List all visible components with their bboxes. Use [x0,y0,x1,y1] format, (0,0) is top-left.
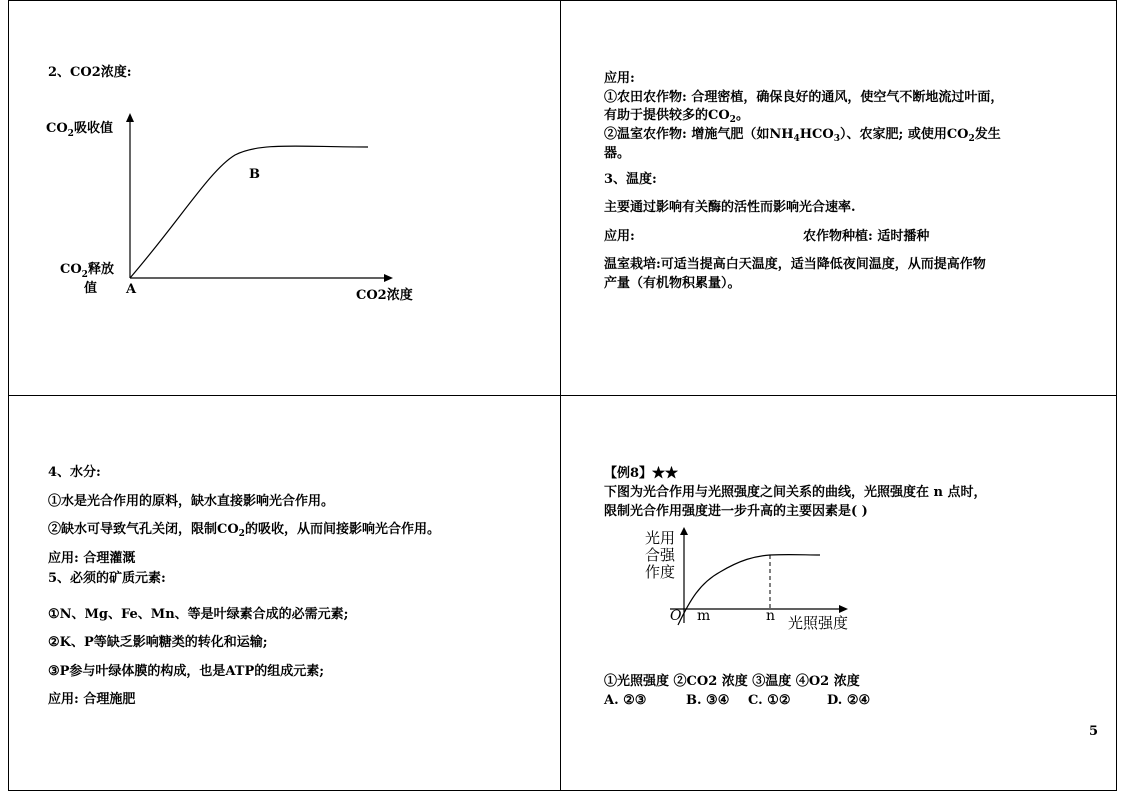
co2-point-b: B [249,167,260,182]
mineral-heading: 5、必须的矿质元素: [48,571,166,586]
light-n-label: n [766,608,776,624]
farm-crops-text-cont: 有助于提供较多的$CO_2$。 [604,108,749,125]
co2-curve [130,146,368,278]
water-apply: 应用: 合理灌溉 [48,551,136,566]
temperature-apply-label: 应用: [604,229,635,244]
co2-ylabel: $CO_2$吸收值 [46,121,113,139]
mineral-apply: 应用: 合理施肥 [48,692,136,707]
light-y-arrow [680,527,688,535]
mineral-point-1: ①N、Mg、Fe、Mn、等是叶绿素合成的必需元素; [48,607,349,622]
greenhouse-crops-text: ②温室农作物: 增施气肥（如$NH_4HCO_3$）、农家肥; 或使用$CO_2$发生 [604,127,1001,144]
options-line: ①光照强度 ②CO2 浓度 ③温度 ④O2 浓度 [604,674,860,689]
co2-point-a: A [126,282,137,297]
light-ylabel-2: 合强 [645,546,676,564]
light-ylabel-1: 光用 [645,529,676,547]
co2-x-arrow [384,274,393,282]
co2-y-arrow [126,113,134,122]
page-number: 5 [1089,724,1099,739]
question-line-2: 限制光合作用强度进一步升高的主要因素是( ) [604,504,868,519]
co2-graph [40,110,440,310]
apply-label: 应用: [604,71,635,86]
example-label: 【例8】★★ [604,466,679,481]
co2-release-label-line2: 值 [84,281,98,296]
light-ylabel-3: 作度 [645,563,676,581]
temperature-text: 主要通过影响有关酶的活性而影响光合速率. [604,200,856,215]
question-line-1: 下图为光合作用与光照强度之间关系的曲线，光照强度在 n 点时， [604,485,987,500]
light-origin: O [670,608,682,624]
choice-a: A. ②③ [604,693,647,708]
greenhouse-crops-text-cont: 器。 [604,146,631,161]
farm-crops-text: ①农田农作物: 合理密植，确保良好的通风，使空气不断地流过叶面， [604,90,1004,105]
light-graph [640,525,870,640]
greenhouse-cultivation-text-cont: 产量（有机物积累量）。 [604,276,741,291]
choice-b: B. ③④ [686,693,730,708]
light-x-arrow [839,605,848,613]
co2-heading: 2、CO2浓度: [48,65,132,80]
mineral-point-2: ②K、P等缺乏影响糖类的转化和运输; [48,635,268,650]
light-xlabel: 光照强度 [788,614,849,632]
crop-planting-text: 农作物种植: 适时播种 [803,229,930,244]
water-point-2: ②缺水可导致气孔关闭，限制$CO_2$的吸收，从而间接影响光合作用。 [48,522,440,539]
water-point-1: ①水是光合作用的原料，缺水直接影响光合作用。 [48,494,335,509]
co2-release-label: $CO_2$释放 [60,262,114,280]
mineral-point-3: ③P参与叶绿体膜的构成，也是ATP的组成元素; [48,664,325,679]
choice-d: D. ②④ [827,693,871,708]
temperature-heading: 3、温度: [604,172,657,187]
light-m-label: m [697,608,711,624]
water-heading: 4、水分: [48,465,101,480]
horizontal-divider [8,395,1117,396]
greenhouse-cultivation-text: 温室栽培:可适当提高白天温度，适当降低夜间温度，从而提高作物 [604,257,986,272]
choice-c: C. ①② [748,693,791,708]
co2-xlabel: CO2浓度 [356,288,413,303]
